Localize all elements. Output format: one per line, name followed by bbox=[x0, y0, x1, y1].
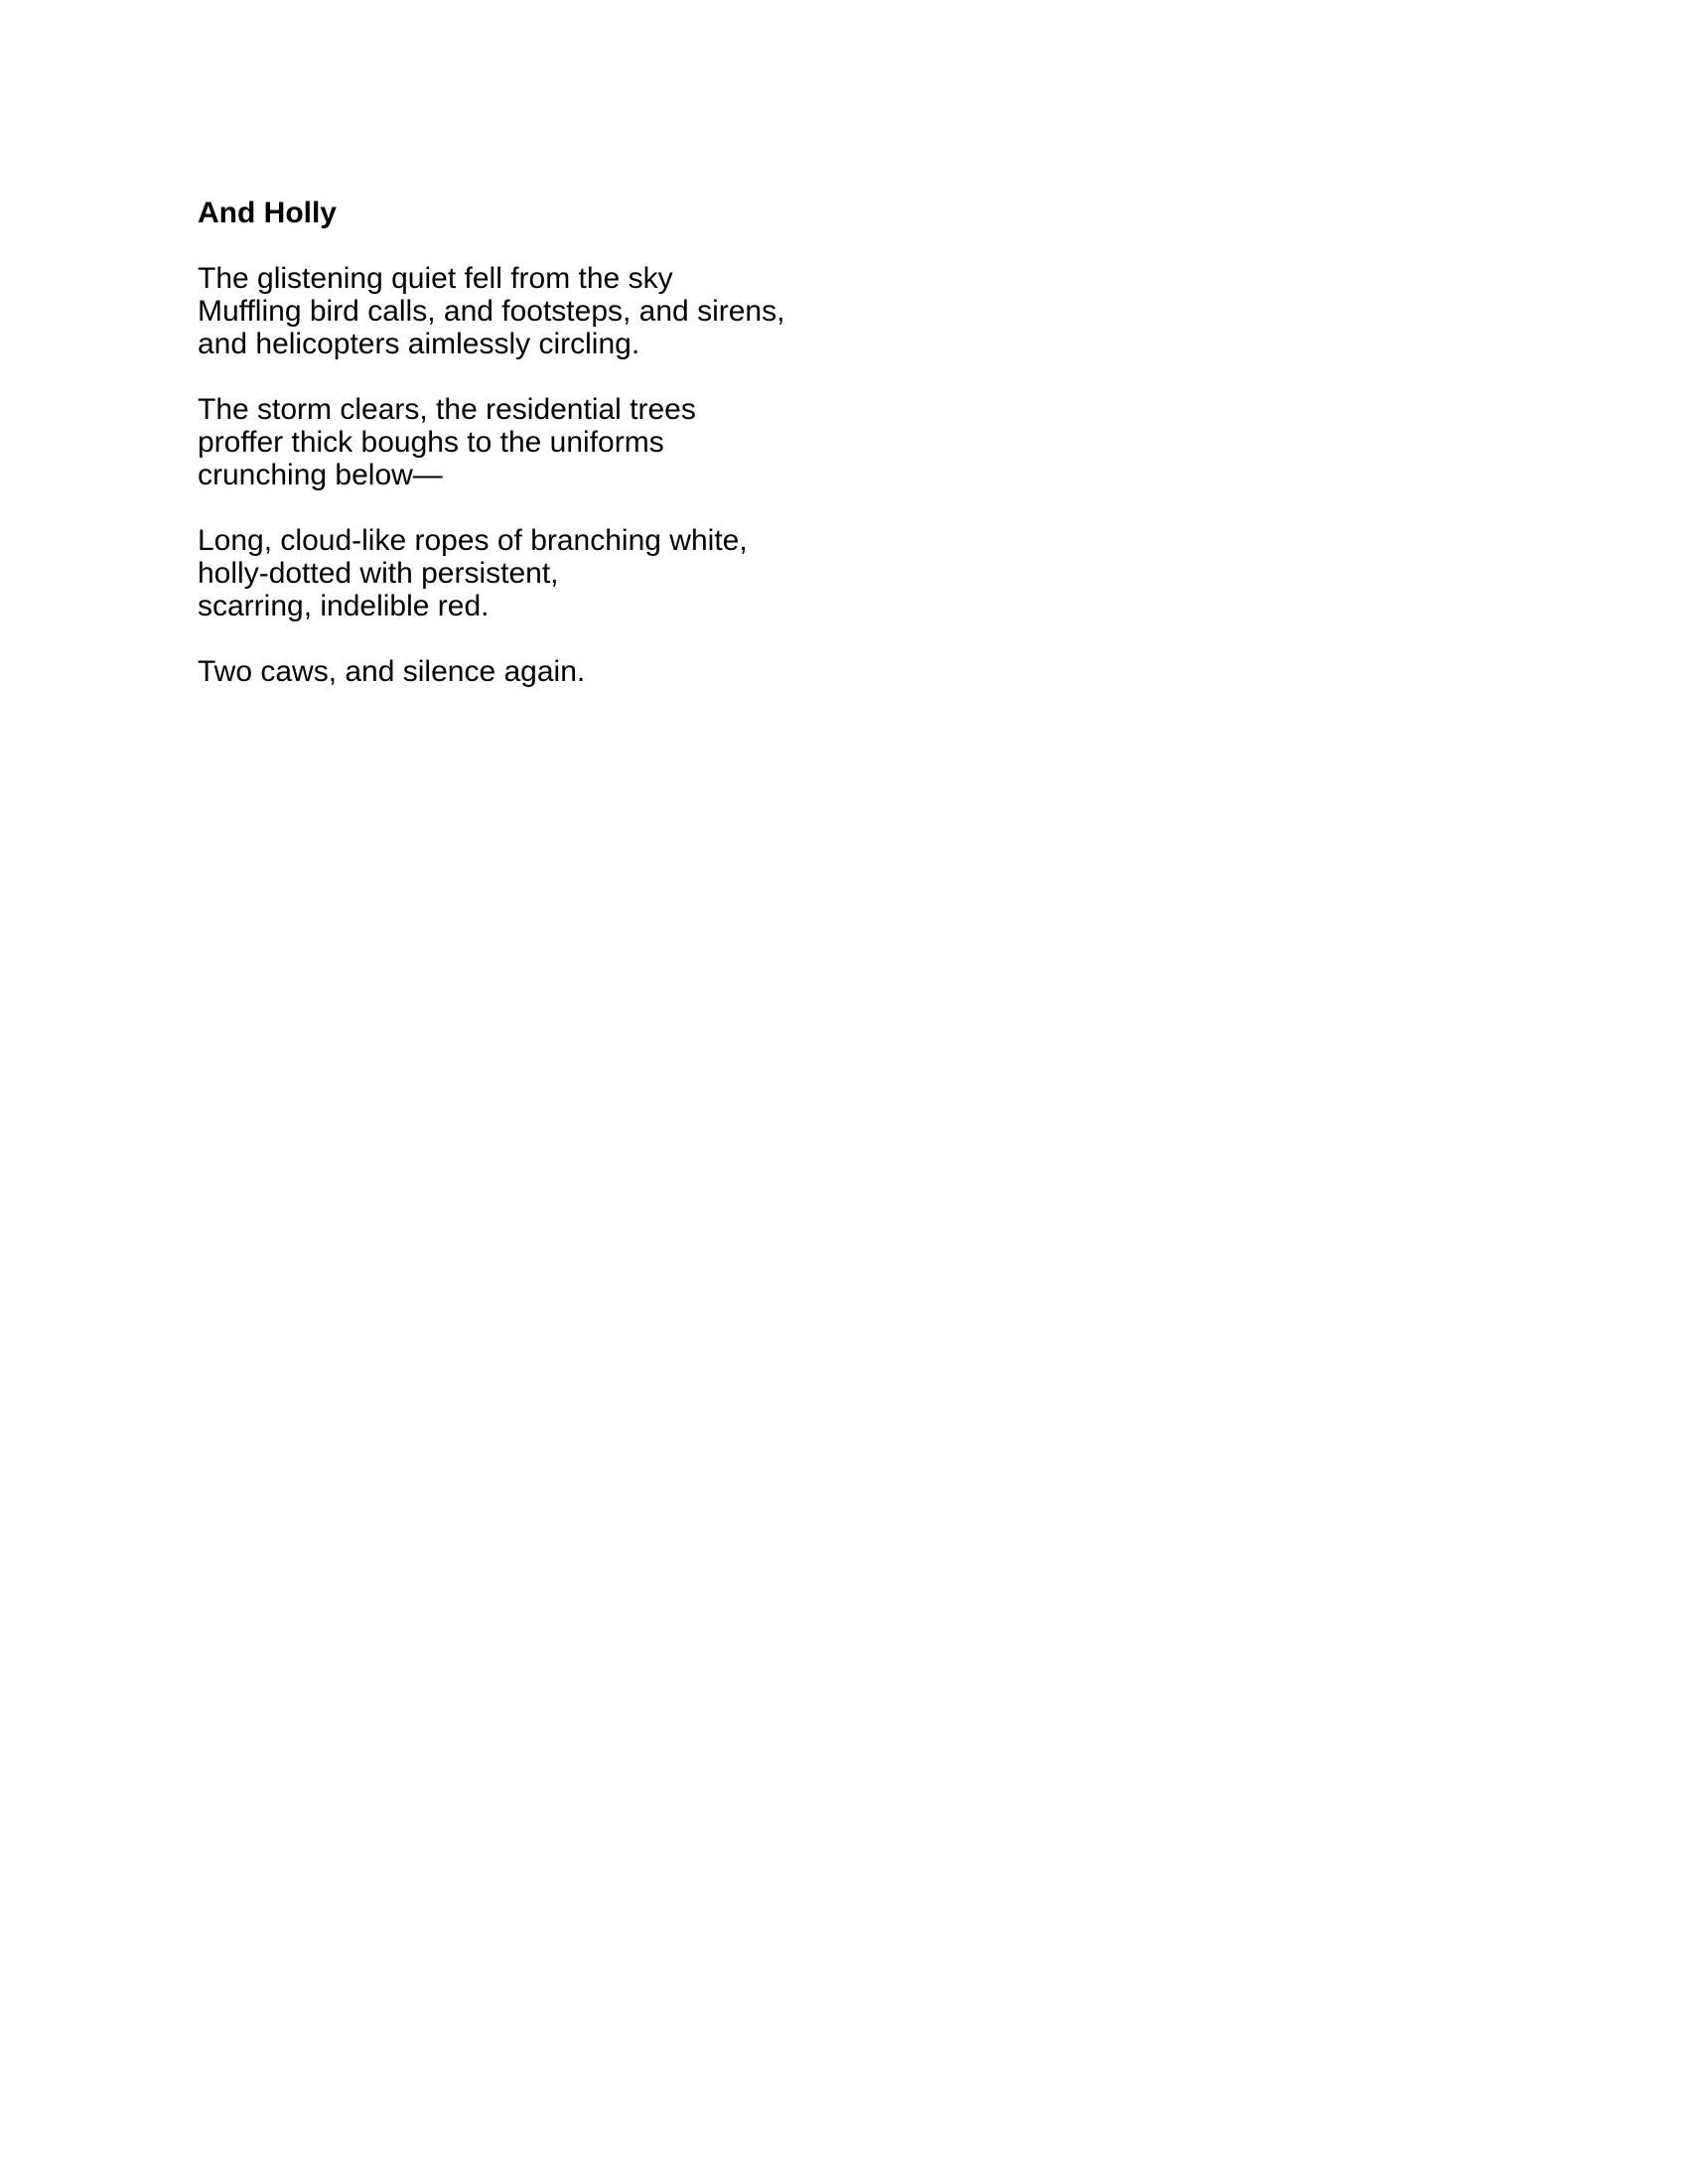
poem-line: The storm clears, the residential trees bbox=[198, 393, 696, 426]
poem-line: holly-dotted with persistent, bbox=[198, 557, 559, 590]
poem-line: proffer thick boughs to the uniforms bbox=[198, 426, 664, 459]
poem-line: Long, cloud-like ropes of branching white, bbox=[198, 524, 748, 557]
poem bbox=[198, 197, 1091, 688]
poem-line: The glistening quiet fell from the sky bbox=[198, 262, 673, 295]
stanza-4 bbox=[198, 655, 1091, 688]
poem-title: And Holly bbox=[198, 197, 337, 229]
poem-line: and helicopters aimlessly circling. bbox=[198, 328, 640, 360]
stanza-3 bbox=[198, 524, 1091, 622]
poem-line: Muffling bird calls, and footsteps, and sirens, bbox=[198, 295, 785, 328]
poem-line: crunching below— bbox=[198, 459, 443, 491]
poem-line: Two caws, and silence again. bbox=[198, 655, 586, 688]
stanza-1 bbox=[198, 262, 1091, 360]
poem-line: scarring, indelible red. bbox=[198, 590, 490, 622]
stanza-2 bbox=[198, 393, 1091, 491]
